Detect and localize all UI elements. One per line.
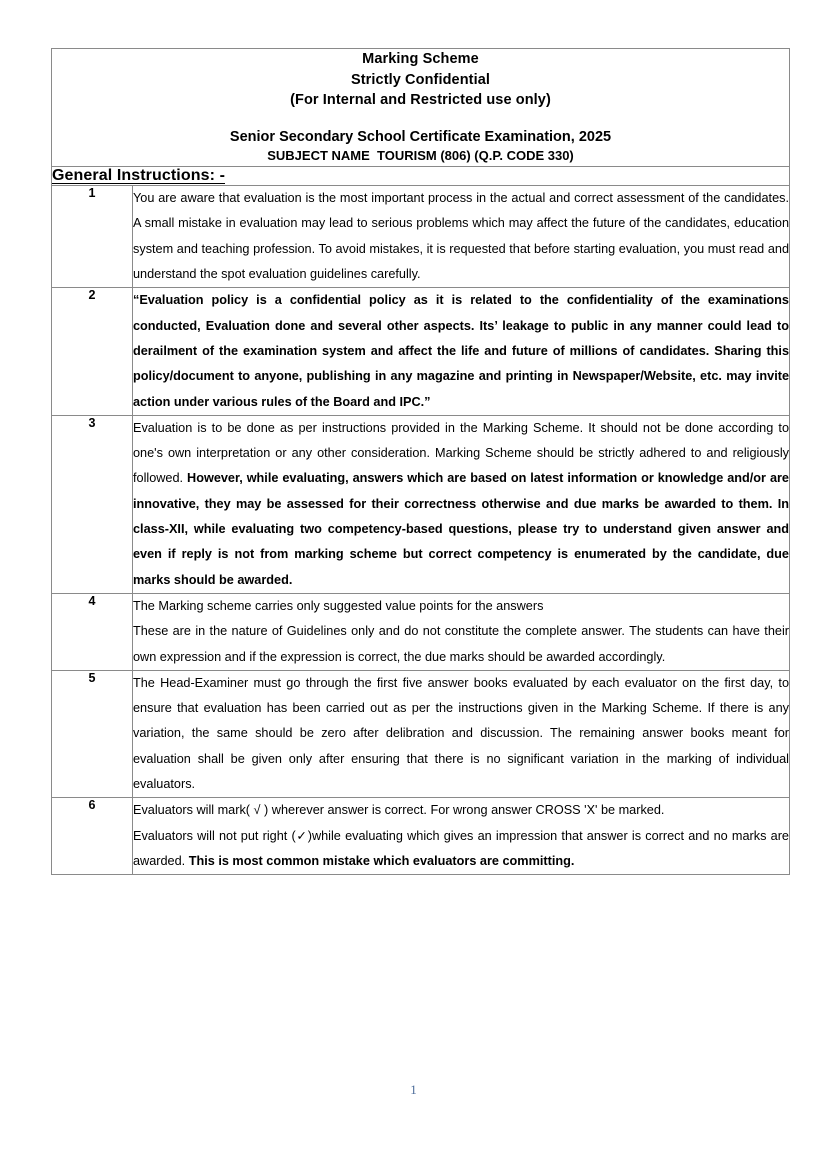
table-row <box>52 798 790 875</box>
instruction-body <box>133 288 790 415</box>
marking-scheme-table <box>51 48 790 875</box>
instruction-paragraph <box>133 416 789 593</box>
instruction-body <box>133 798 790 875</box>
header-line-marking-scheme: Marking Scheme <box>362 51 479 67</box>
instruction-text-emphasis: However, while evaluating, answers which are based on latest information or knowledge and/or are innovative, they may be assessed for their correctness otherwise and due marks be awarded to them. In class-XII, while evaluating two competency-based questions, please try to understand given answer and even if reply is not from marking scheme but correct competency is enumerated by the candidate, due marks should be awarded. <box>133 471 789 587</box>
instruction-paragraph: “Evaluation policy is a confidential policy as it is related to the confidentiality of the examinations conducted, Evaluation done and several other aspects. Its’ leakage to public in any manner could lead to derailment of the examination system and affect the life and future of millions of candidates. Sharing this policy/document to anyone, publishing in any magazine and printing in Newspaper/Website, etc. may invite action under various rules of the Board and IPC.” <box>133 293 789 409</box>
instruction-number: 1 <box>52 186 133 288</box>
header-line-internal-use: (For Internal and Restricted use only) <box>290 92 551 109</box>
instruction-text-normal: Evaluation is to be done as per instructions provided in the Marking Scheme. It should not be done according to one's own interpretation or any other consideration. Marking Scheme should be strictly adhered to and religiously followed. <box>133 420 789 486</box>
instruction-number: 6 <box>52 798 133 875</box>
general-instructions-title: General Instructions: - <box>52 167 225 185</box>
header-subject-line: SUBJECT NAME TOURISM (806) (Q.P. CODE 330) <box>267 148 574 164</box>
header-row <box>52 49 790 167</box>
instruction-text-normal: Evaluators will not put right (✓)while evaluating which gives an impression that answer is correct and no marks are awarded. <box>133 828 789 868</box>
header-spacer <box>52 111 789 127</box>
table-row <box>52 670 790 797</box>
table-row <box>52 593 790 670</box>
footer-page-number: 1 <box>410 1082 417 1097</box>
instruction-number: 2 <box>52 288 133 415</box>
instruction-number: 3 <box>52 415 133 593</box>
instruction-number: 4 <box>52 593 133 670</box>
instruction-paragraph: You are aware that evaluation is the most important process in the actual and correct assessment of the candidates. A small mistake in evaluation may lead to serious problems which may affect the future of the candidates, education system and teaching profession. To avoid mistakes, it is requested that before starting evaluation, you must read and understand the spot evaluation guidelines carefully. <box>133 191 789 282</box>
instruction-paragraph: The Head-Examiner must go through the first five answer books evaluated by each evaluator on the first day, to ensure that evaluation has been carried out as per the instructions given in the Marking Scheme. If there is any variation, the same should be zero after delibration and discussion. The remaining answer books meant for evaluation shall be given only after ensuring that there is no significant variation in the marking of individual evaluators. <box>133 675 789 791</box>
document-header <box>52 49 790 167</box>
section-title-row <box>52 167 790 186</box>
instruction-paragraph: These are in the nature of Guidelines only and do not constitute the complete answer. The students can have their own expression and if the expression is correct, the due marks should be awarded accordingly. <box>133 624 789 664</box>
instruction-body <box>133 593 790 670</box>
general-instructions-cell <box>52 167 790 186</box>
instruction-paragraph <box>133 824 789 875</box>
instruction-text-emphasis: This is most common mistake which evaluators are committing. <box>188 853 575 868</box>
header-exam-title: Senior Secondary School Certificate Examination, 2025 <box>229 128 612 145</box>
instruction-body <box>133 186 790 288</box>
header-line-strictly-confidential: Strictly Confidential <box>350 71 491 88</box>
table-row <box>52 186 790 288</box>
table-row <box>52 415 790 593</box>
table-row <box>52 288 790 415</box>
instruction-number: 5 <box>52 670 133 797</box>
instruction-paragraph: Evaluators will mark( √ ) wherever answer is correct. For wrong answer CROSS 'X' be marked. <box>133 803 665 818</box>
instruction-body <box>133 670 790 797</box>
instruction-body <box>133 415 790 593</box>
instruction-paragraph: The Marking scheme carries only suggested value points for the answers <box>133 598 544 613</box>
